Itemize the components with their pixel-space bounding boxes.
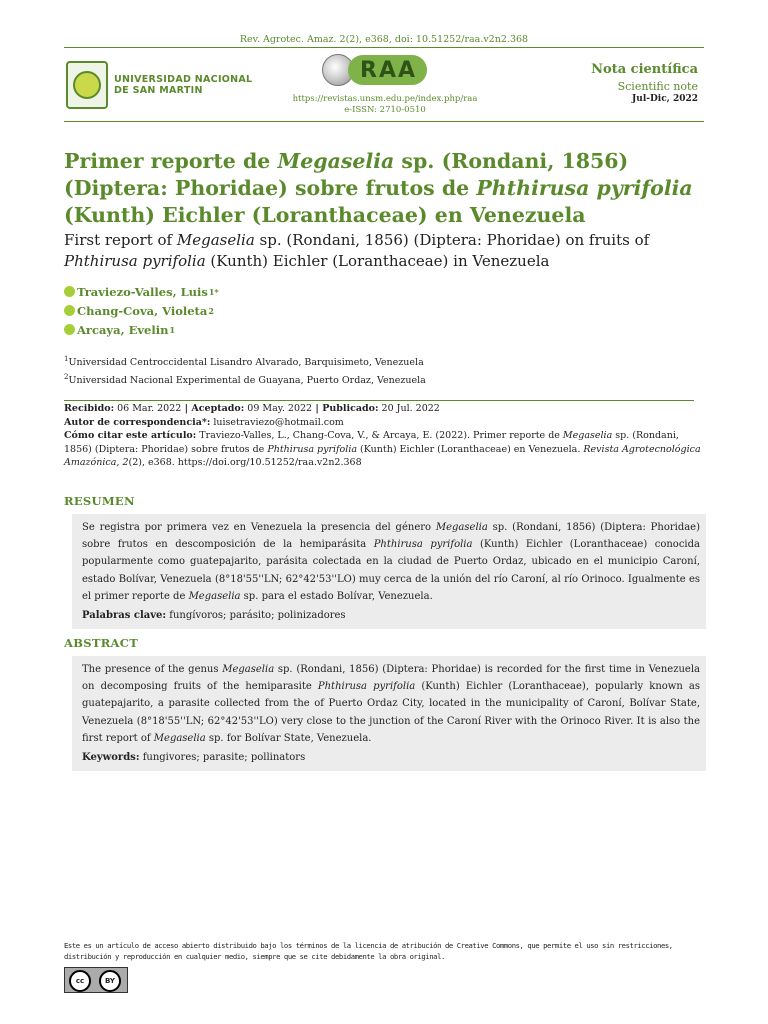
author-affil-sup: 2 [208, 305, 214, 316]
corresponding-author: Autor de correspondencia*: luisetraviezo@hotmail.com [64, 416, 344, 428]
journal-logo [322, 54, 427, 86]
article-type-es: Nota científica [591, 62, 698, 77]
resumen-text: Se registra por primera vez en Venezuela la presencia del género Megaselia sp. (Rondani, 1856) (Diptera: Phoridae) sobre frutos en descomposición de la hemiparásita Phthirusa pyrifolia (Kunth) Eichler (Loranthaceae) conocida popularmente como guatepajarito, parásita colectada en la ciudad de Puerto Ordaz, ubicado en el municipio Caroní, estado Bolívar, Venezuela (8°18'55''LN; 62°42'53''LO) muy cerca de la unión del río Caroní, al río Orinoco. Igualmente es el primer reporte de Megaselia sp. para el estado Bolívar, Venezuela. [82, 522, 701, 602]
journal-info [270, 94, 500, 116]
author-name[interactable]: Chang-Cova, Violeta [77, 303, 208, 318]
author-item [64, 303, 219, 318]
article-type-en: Scientific note [617, 80, 698, 93]
article-title-en: First report of Megaselia sp. (Rondani, 1856) (Diptera: Phoridae) on fruits of Phthirusa pyrifolia (Kunth) Eichler (Loranthaceae) in Venezuela [64, 231, 650, 270]
resumen-box [72, 514, 706, 629]
meta-rule [64, 400, 694, 401]
affiliation-item: $^2$Universidad Nacional Experimental de Guayana, Puerto Ordaz, Venezuela [64, 373, 426, 387]
header-bottom-rule [64, 121, 704, 122]
journal-citation-line: Rev. Agrotec. Amaz. 2(2), e368, doi: 10.51252/raa.v2n2.368 [239, 34, 529, 45]
journal-logo-text: RAA [348, 55, 427, 85]
abstract-box [72, 656, 706, 771]
resumen-heading: RESUMEN [64, 494, 135, 508]
journal-url-link[interactable]: https://revistas.unsm.edu.pe/index.php/raa [292, 94, 478, 104]
orcid-icon[interactable] [64, 305, 75, 316]
university-seal-icon [66, 61, 108, 109]
university-logo [66, 61, 252, 109]
abstract-heading: ABSTRACT [64, 636, 139, 650]
affiliation-item: $^1$Universidad Centroccidental Lisandro Alvarado, Barquisimeto, Venezuela [64, 355, 424, 369]
author-item [64, 284, 219, 299]
how-to-cite: Cómo citar este artículo: Traviezo-Valles, L., Chang-Cova, V., & Arcaya, E. (2022). Primer reporte de Megaselia sp. (Rondani, 1856) (Diptera: Phoridae) sobre frutos de Phthirusa pyrifolia (Kunth) Eichler (Loranthaceae) en Venezuela. Revista Agrotecnológica Amazónica, 2(2), e368. https://doi.org/10.51252/raa.v2n2.368 [64, 430, 701, 468]
orcid-icon[interactable] [64, 286, 75, 297]
article-title-es: Primer reporte de Megaselia sp. (Rondani, 1856) (Diptera: Phoridae) sobre frutos de Phthirusa pyrifolia (Kunth) Eichler (Loranthaceae) en Venezuela [64, 149, 693, 227]
author-affil-sup: 1* [208, 286, 219, 297]
author-name[interactable]: Arcaya, Evelin [77, 322, 169, 337]
issue-period: Jul-Dic, 2022 [632, 94, 698, 104]
author-item [64, 322, 219, 337]
affiliation-list [64, 352, 426, 388]
article-type [591, 62, 698, 104]
orcid-icon[interactable] [64, 324, 75, 335]
university-name [114, 74, 252, 96]
journal-eissn: e-ISSN: 2710-0510 [344, 105, 426, 115]
article-metadata [64, 402, 702, 470]
license-notice: Este es un artículo de acceso abierto distribuido bajo los términos de la licencia de atribución de Creative Commons, que permite el uso sin restricciones, distribución y reproducción en cualquier medio, siempre que se cite debidamente la obra original. [64, 941, 673, 961]
university-name-line1: UNIVERSIDAD NACIONAL [114, 74, 253, 85]
attribution-icon: BY [99, 970, 121, 992]
abstract-text: The presence of the genus Megaselia sp. (Rondani, 1856) (Diptera: Phoridae) is recorded for the first time in Venezuela on decomposing fruits of the hemiparasite Phthirusa pyrifolia (Kunth) Eichler (Loranthaceae), popularly known as guatepajarito, a parasite collected from the of Puerto Ordaz City, located in the municipality of Caroní, Bolívar State, Venezuela (8°18'55''LN; 62°42'53''LO) very close to the junction of the Caroní River with the Orinoco River. It is also the first report of Megaselia sp. for Bolívar State, Venezuela. [82, 664, 700, 744]
author-affil-sup: 1 [169, 324, 176, 335]
author-list [64, 284, 219, 341]
cc-by-license-badge[interactable] [64, 967, 128, 993]
corresponding-email-link[interactable]: luisetraviezo@hotmail.com [210, 416, 344, 428]
author-name[interactable]: Traviezo-Valles, Luis [77, 284, 208, 299]
resumen-keywords: Palabras clave: fungívoros; parásito; polinizadores [82, 610, 346, 622]
abstract-keywords: Keywords: fungivores; parasite; pollinators [82, 752, 306, 764]
header-top-rule [64, 47, 704, 48]
university-name-line2: DE SAN MARTIN [114, 85, 203, 96]
creative-commons-icon: cc [69, 970, 91, 992]
article-dates: Recibido: 06 Mar. 2022 | Aceptado: 09 May. 2022 | Publicado: 20 Jul. 2022 [64, 403, 440, 414]
